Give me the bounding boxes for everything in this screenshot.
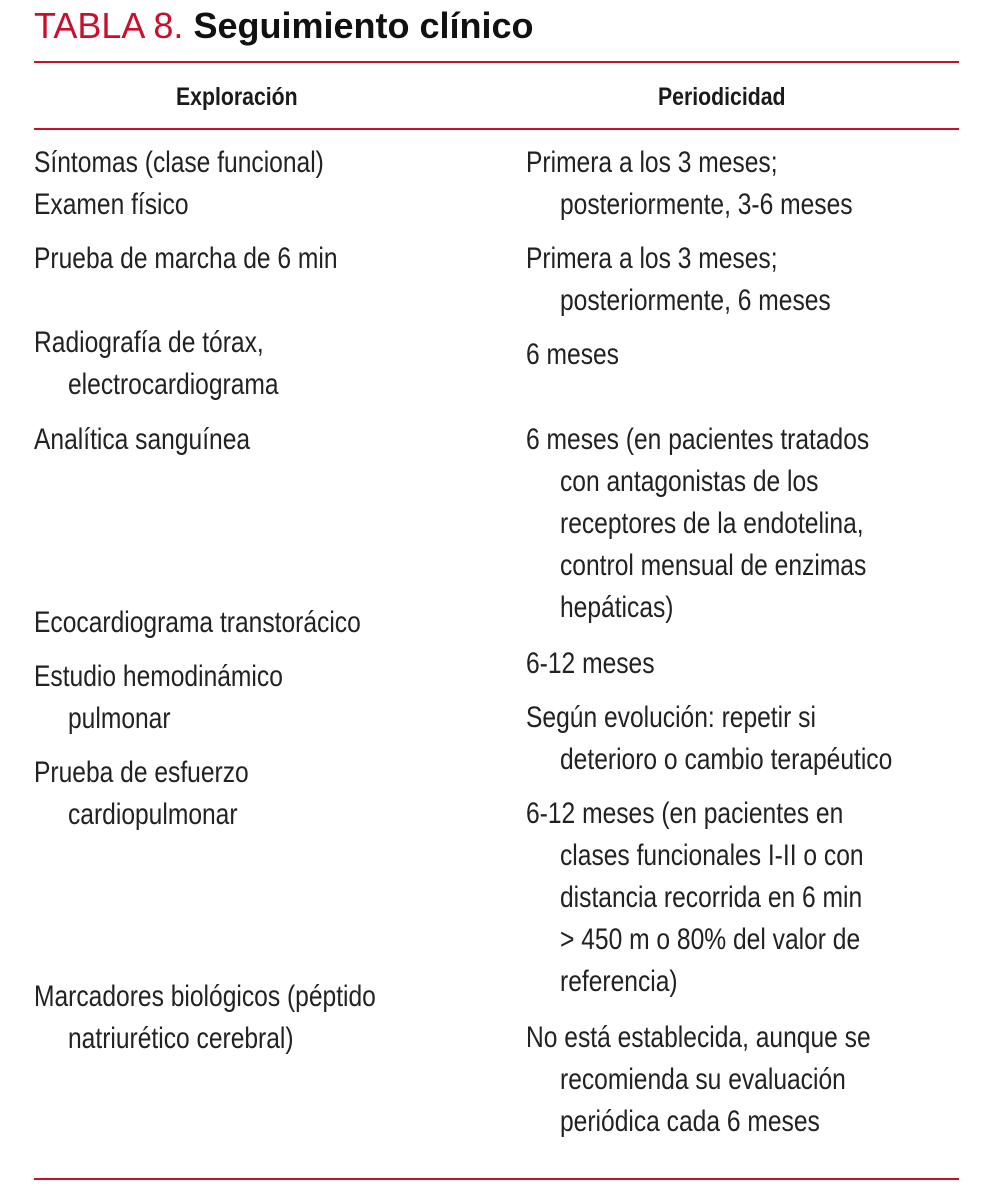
exploration-line: Ecocardiograma transtorácico [34, 606, 361, 639]
periodicity-line: deterioro o cambio terapéutico [560, 743, 893, 776]
periodicity-line: clases funcionales I-II o con [560, 839, 864, 872]
periodicity-line: 6-12 meses [526, 647, 655, 680]
periodicity-line: posteriormente, 3-6 meses [560, 188, 853, 221]
table-title [34, 4, 534, 48]
exploration-line: Marcadores biológicos (péptido [34, 980, 376, 1013]
exploration-line: Examen físico [34, 188, 189, 221]
periodicity-line: posteriormente, 6 meses [560, 284, 831, 317]
periodicity-line: con antagonistas de los [560, 465, 819, 498]
periodicity-line: control mensual de enzimas [560, 549, 867, 582]
periodicity-line: 6-12 meses (en pacientes en [526, 797, 844, 830]
periodicity-line: distancia recorrida en 6 min [560, 881, 863, 914]
table-number: TABLA 8. [34, 5, 184, 46]
exploration-line: pulmonar [68, 702, 171, 735]
periodicity-line: 6 meses (en pacientes tratados [526, 423, 870, 456]
exploration-line: Prueba de marcha de 6 min [34, 242, 338, 275]
exploration-line: natriurético cerebral) [68, 1022, 294, 1055]
exploration-line: electrocardiograma [68, 368, 279, 401]
exploration-line: Prueba de esfuerzo [34, 756, 249, 789]
bottom-rule [34, 1178, 959, 1180]
exploration-line: Analítica sanguínea [34, 423, 251, 456]
periodicity-line: periódica cada 6 meses [560, 1105, 820, 1138]
exploration-line: Síntomas (clase funcional) [34, 146, 324, 179]
periodicity-line: Primera a los 3 meses; [526, 146, 778, 179]
periodicity-line: hepáticas) [560, 591, 674, 624]
periodicity-line: referencia) [560, 965, 678, 998]
column-header-exploration: Exploración [176, 83, 298, 111]
periodicity-line: recomienda su evaluación [560, 1063, 846, 1096]
periodicity-line: Según evolución: repetir si [526, 701, 816, 734]
exploration-line: cardiopulmonar [68, 798, 238, 831]
top-rule [34, 61, 959, 63]
header-rule [34, 128, 959, 130]
periodicity-line: Primera a los 3 meses; [526, 242, 778, 275]
periodicity-line: No está establecida, aunque se [526, 1021, 871, 1054]
exploration-line: Radiografía de tórax, [34, 326, 264, 359]
exploration-line: Estudio hemodinámico [34, 660, 283, 693]
column-header-periodicity: Periodicidad [658, 83, 786, 111]
periodicity-line: receptores de la endotelina, [560, 507, 864, 540]
periodicity-line: > 450 m o 80% del valor de [560, 923, 861, 956]
periodicity-line: 6 meses [526, 338, 619, 371]
table-name: Seguimiento clínico [193, 5, 534, 46]
